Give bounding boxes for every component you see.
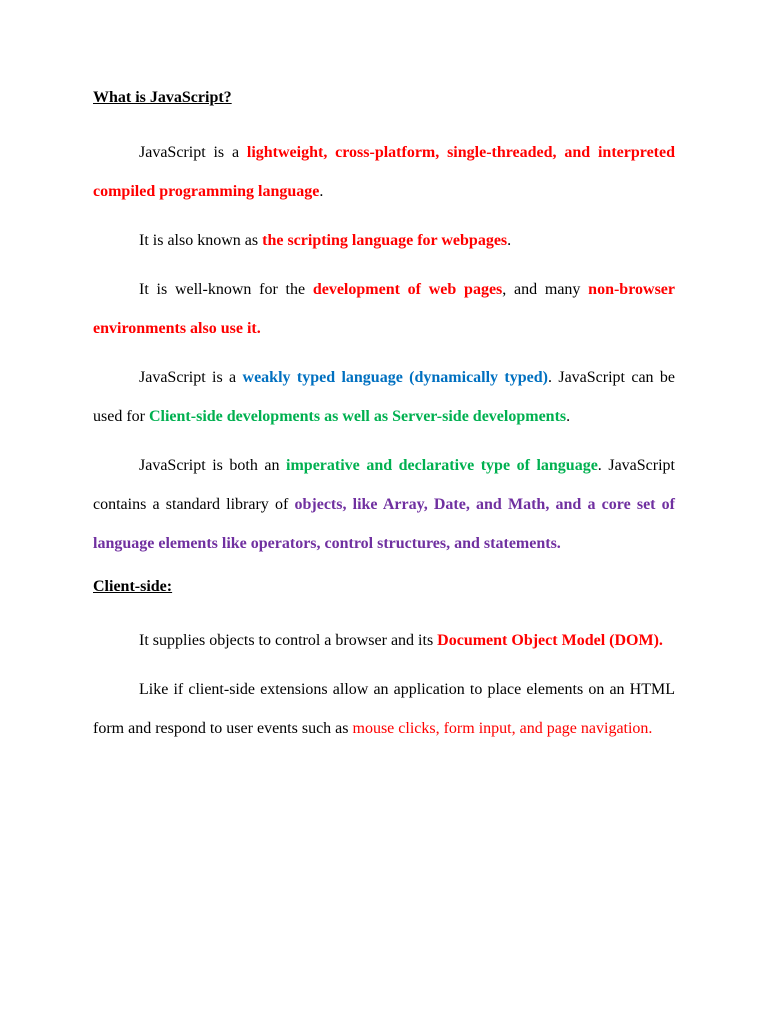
highlight-client-server: Client-side developments as well as Server-side developments — [148, 408, 567, 425]
paragraph-dom — [93, 621, 675, 660]
text-run: JavaScript is both an — [139, 457, 287, 474]
text-run: . — [319, 183, 324, 200]
text-run: It is well-known for the — [139, 281, 313, 298]
highlight-dom: Document Object Model (DOM). — [437, 632, 663, 649]
highlight-scripting-language: the scripting language for webpages — [262, 232, 508, 249]
text-run: . — [507, 232, 512, 249]
heading-client-side: Client-side: — [93, 578, 173, 595]
text-run: . — [566, 408, 571, 425]
text-run: JavaScript is a — [139, 144, 247, 161]
paragraph-web-pages — [93, 270, 675, 348]
heading-what-is-javascript: What is JavaScript? — [93, 89, 232, 106]
text-run: Like if client-side extensions allow an application to place elements on an HTML form and respond to user events such as — [93, 681, 675, 737]
text-run: , and many — [502, 281, 589, 298]
text-run: It supplies objects to control a browser and its — [139, 632, 438, 649]
paragraph-client-extensions — [93, 670, 675, 748]
paragraph-paradigm — [93, 446, 675, 563]
text-run: . JavaScript can be used for — [93, 369, 676, 425]
paragraph-definition — [93, 133, 675, 211]
highlight-development-web-pages: development of web pages — [312, 281, 503, 298]
text-run: It is also known as — [139, 232, 263, 249]
highlight-definition: lightweight, cross-platform, single-threaded, and interpreted compiled programming language — [93, 144, 676, 200]
text-run: . JavaScript contains a standard library of — [93, 457, 675, 513]
highlight-imperative-declarative: imperative and declarative type of language — [286, 457, 598, 474]
text-run: JavaScript is a — [139, 369, 243, 386]
document-body — [93, 84, 675, 758]
highlight-weakly-typed: weakly typed language (dynamically typed) — [242, 369, 548, 386]
highlight-non-browser: non-browser environments also use it. — [93, 281, 675, 337]
paragraph-scripting-language — [93, 221, 675, 260]
paragraph-typing — [93, 358, 675, 436]
highlight-standard-library: objects, like Array, Date, and Math, and a core set of language elements like operators, control structures, and statements. — [93, 496, 675, 552]
highlight-user-events: mouse clicks, form input, and page navigation. — [352, 720, 653, 737]
